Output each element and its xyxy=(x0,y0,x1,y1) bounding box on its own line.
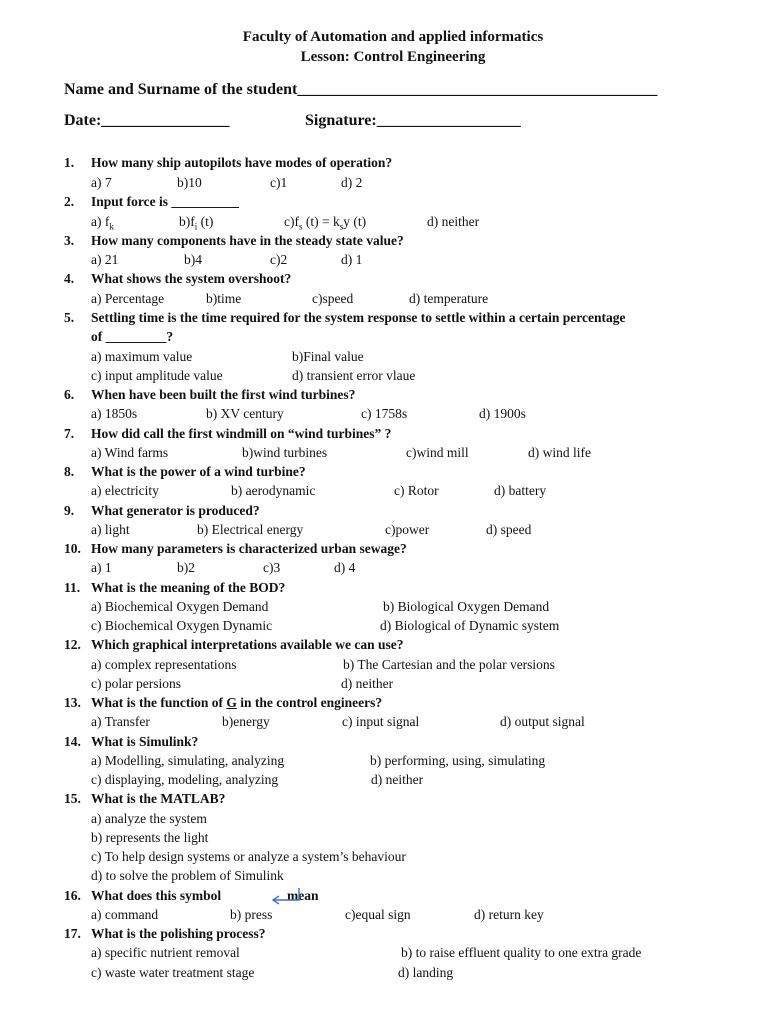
q16-option-d[interactable]: d) return key xyxy=(474,907,544,922)
question-text: What is the function of xyxy=(91,695,227,710)
q7-option-c[interactable]: c)wind mill xyxy=(406,445,469,460)
q13-option-d[interactable]: d) output signal xyxy=(500,714,585,729)
question-5-continued: of _________? xyxy=(91,329,174,344)
q17-option-b[interactable]: b) to raise effluent quality to one extra grade xyxy=(401,945,642,960)
q3-option-a[interactable]: a) 21 xyxy=(91,252,119,267)
question-7 xyxy=(64,425,391,442)
question-13 xyxy=(64,694,382,711)
question-text: What is the meaning of the BOD? xyxy=(91,580,286,595)
question-16 xyxy=(64,887,221,904)
q14-option-c[interactable]: c) displaying, modeling, analyzing xyxy=(91,772,279,787)
q17-option-c[interactable]: c) waste water treatment stage xyxy=(91,965,255,980)
question-text: What is the power of a wind turbine? xyxy=(91,464,306,479)
q12-option-d[interactable]: d) neither xyxy=(341,676,394,691)
question-text: What is the polishing process? xyxy=(91,926,266,941)
q2-option-b[interactable]: $b)f_i$ (t) xyxy=(179,214,214,232)
question-text: What is the MATLAB? xyxy=(91,791,226,806)
q4-option-d[interactable]: d) temperature xyxy=(409,291,489,306)
q9-option-b[interactable]: b) Electrical energy xyxy=(197,522,304,537)
question-text: How many parameters is characterized urban sewage? xyxy=(91,541,407,556)
q10-option-d[interactable]: d) 4 xyxy=(334,560,356,575)
question-3 xyxy=(64,232,404,249)
q16-option-b[interactable]: b) press xyxy=(230,907,273,922)
question-4 xyxy=(64,270,291,287)
question-number: 16. xyxy=(64,888,81,903)
q1-option-c[interactable]: c)1 xyxy=(270,175,288,190)
q2-option-a[interactable]: a) $f_k$ xyxy=(91,214,114,232)
question-12 xyxy=(64,636,404,653)
q8-option-a[interactable]: a) electricity xyxy=(91,483,159,498)
question-text: Settling time is the time required for the system response to settle within a certain percentage xyxy=(91,310,626,325)
question-text: What is Simulink? xyxy=(91,734,199,749)
q10-option-a[interactable]: a) 1 xyxy=(91,560,112,575)
q17-option-a[interactable]: a) specific nutrient removal xyxy=(91,945,240,960)
question-number: 7. xyxy=(64,426,75,441)
q6-option-a[interactable]: a) 1850s xyxy=(91,406,138,421)
question-text: How many ship autopilots have modes of operation? xyxy=(91,155,393,170)
q1-option-b[interactable]: b)10 xyxy=(177,175,202,190)
q12-option-c[interactable]: c) polar persions xyxy=(91,676,181,691)
question-6 xyxy=(64,386,355,403)
question-text-mean: mean xyxy=(287,888,319,903)
q7-option-d[interactable]: d) wind life xyxy=(528,445,591,460)
q1-option-d[interactable]: d) 2 xyxy=(341,175,363,190)
question-text: What generator is produced? xyxy=(91,503,260,518)
q12-option-b[interactable]: b) The Cartesian and the polar versions xyxy=(343,657,555,672)
q12-option-a[interactable]: a) complex representations xyxy=(91,657,237,672)
question-number: 6. xyxy=(64,387,75,402)
lesson-title: Lesson: Control Engineering xyxy=(300,49,486,65)
faculty-title: Faculty of Automation and applied informatics xyxy=(242,29,544,45)
q7-option-b[interactable]: b)wind turbines xyxy=(242,445,328,460)
q15-option-d[interactable]: d) to solve the problem of Simulink xyxy=(91,868,284,883)
q9-option-d[interactable]: d) speed xyxy=(486,522,532,537)
q10-option-b[interactable]: b)2 xyxy=(177,560,195,575)
question-text: How many components have in the steady state value? xyxy=(91,233,404,248)
q6-option-c[interactable]: c) 1758s xyxy=(361,406,408,421)
question-number: 4. xyxy=(64,271,75,286)
q3-option-d[interactable]: d) 1 xyxy=(341,252,363,267)
q13-option-c[interactable]: c) input signal xyxy=(342,714,420,729)
q11-option-c[interactable]: c) Biochemical Oxygen Dynamic xyxy=(91,618,273,633)
q14-option-b[interactable]: b) performing, using, simulating xyxy=(370,753,546,768)
q7-option-a[interactable]: a) Wind farms xyxy=(91,445,169,460)
q6-option-d[interactable]: d) 1900s xyxy=(479,406,526,421)
q8-option-b[interactable]: b) aerodynamic xyxy=(231,483,316,498)
q2-option-d[interactable]: d) neither xyxy=(427,214,480,229)
q5-option-d[interactable]: d) transient error vlaue xyxy=(292,368,416,383)
question-text: Which graphical interpretations available we can use? xyxy=(91,637,404,652)
question-17 xyxy=(64,925,266,942)
question-number: 3. xyxy=(64,233,75,248)
q13-option-b[interactable]: b)energy xyxy=(222,714,270,729)
question-text-end: in the control engineers? xyxy=(236,695,383,710)
question-11 xyxy=(64,579,285,596)
question-text: What shows the system overshoot? xyxy=(91,271,292,286)
q16-option-c[interactable]: c)equal sign xyxy=(345,907,411,922)
date-field[interactable]: Date:________________ xyxy=(64,112,230,129)
question-2 xyxy=(64,193,239,210)
q16-option-a[interactable]: a) command xyxy=(91,907,159,922)
question-number: 1. xyxy=(64,155,75,170)
q6-option-b[interactable]: b) XV century xyxy=(206,406,284,421)
question-number: 11. xyxy=(64,580,81,595)
question-text-g: G xyxy=(226,695,237,710)
question-text: When have been built the first wind turbines? xyxy=(91,387,356,402)
q15-option-c[interactable]: c) To help design systems or analyze a system’s behaviour xyxy=(91,849,406,864)
question-number: 10. xyxy=(64,541,81,556)
question-number: 12. xyxy=(64,637,81,652)
q4-option-a[interactable]: a) Percentage xyxy=(91,291,165,306)
q4-option-c[interactable]: c)speed xyxy=(312,291,354,306)
question-5 xyxy=(64,309,626,326)
question-number: 8. xyxy=(64,464,75,479)
q3-option-c[interactable]: c)2 xyxy=(270,252,288,267)
question-number: 5. xyxy=(64,310,75,325)
question-10 xyxy=(64,540,407,557)
q2-option-c[interactable]: $c)f_s$ $(t) = k_sy$ (t) xyxy=(284,214,367,232)
question-1 xyxy=(64,154,392,171)
q4-option-b[interactable]: b)time xyxy=(206,291,242,306)
question-number: 14. xyxy=(64,734,81,749)
q14-option-a[interactable]: a) Modelling, simulating, analyzing xyxy=(91,753,285,768)
q11-option-d[interactable]: d) Biological of Dynamic system xyxy=(380,618,560,633)
question-text: What does this symbol xyxy=(91,888,222,903)
student-name-field[interactable]: Name and Surname of the student_____________________________________________ xyxy=(64,81,658,98)
q5-option-c[interactable]: c) input amplitude value xyxy=(91,368,223,383)
return-arrow-icon xyxy=(270,887,302,909)
question-text: How did call the first windmill on “wind turbines” ? xyxy=(91,426,392,441)
q10-option-c[interactable]: c)3 xyxy=(263,560,281,575)
q1-option-a[interactable]: a) 7 xyxy=(91,175,112,190)
question-8 xyxy=(64,463,306,480)
question-number: 13. xyxy=(64,695,81,710)
q11-option-b[interactable]: b) Biological Oxygen Demand xyxy=(383,599,550,614)
q3-option-b[interactable]: b)4 xyxy=(184,252,202,267)
q13-option-a[interactable]: a) Transfer xyxy=(91,714,150,729)
q9-option-a[interactable]: a) light xyxy=(91,522,130,537)
q17-option-d[interactable]: d) landing xyxy=(398,965,454,980)
question-number: 15. xyxy=(64,791,81,806)
question-15 xyxy=(64,790,225,807)
question-number: 17. xyxy=(64,926,81,941)
question-number: 9. xyxy=(64,503,75,518)
q14-option-d[interactable]: d) neither xyxy=(371,772,424,787)
question-text: Input force is __________ xyxy=(91,194,239,209)
question-9 xyxy=(64,502,260,519)
q5-option-a[interactable]: a) maximum value xyxy=(91,349,193,364)
signature-field[interactable]: Signature:__________________ xyxy=(305,112,521,129)
q5-option-b[interactable]: b)Final value xyxy=(292,349,364,364)
q8-option-c[interactable]: c) Rotor xyxy=(394,483,439,498)
q11-option-a[interactable]: a) Biochemical Oxygen Demand xyxy=(91,599,269,614)
q9-option-c[interactable]: c)power xyxy=(385,522,430,537)
q8-option-d[interactable]: d) battery xyxy=(494,483,547,498)
q15-option-a[interactable]: a) analyze the system xyxy=(91,811,207,826)
q15-option-b[interactable]: b) represents the light xyxy=(91,830,209,845)
question-number: 2. xyxy=(64,194,75,209)
question-14 xyxy=(64,733,198,750)
